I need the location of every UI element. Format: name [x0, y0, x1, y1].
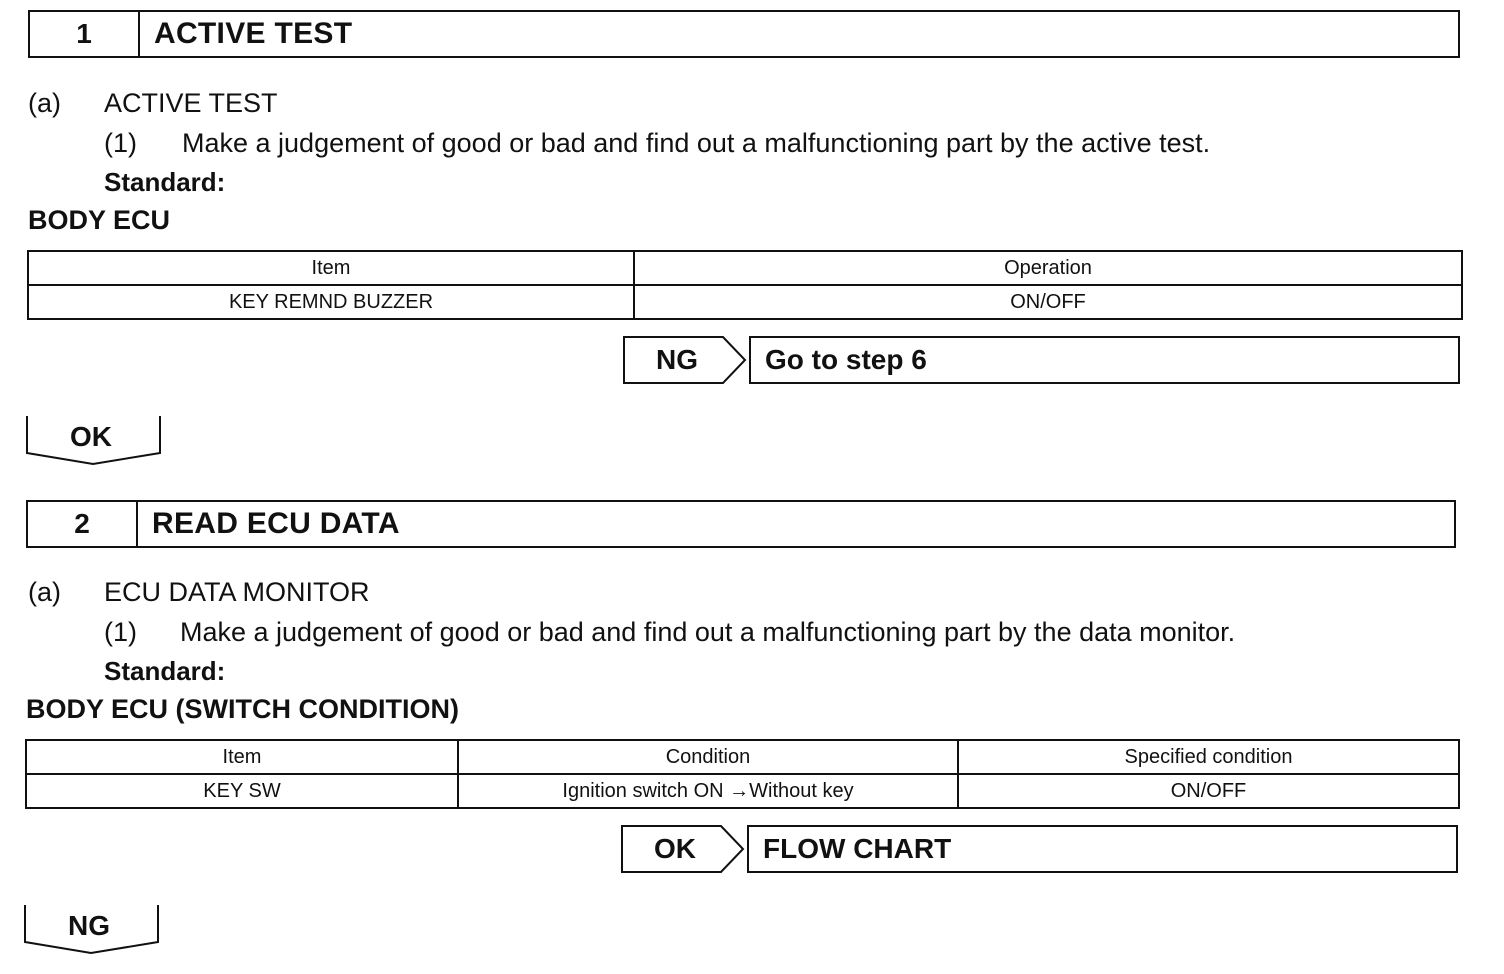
header-cell: Condition: [458, 740, 958, 774]
instruction-number: (1): [104, 617, 137, 647]
instruction-line: [104, 128, 1210, 159]
step-number: 1: [30, 12, 140, 56]
table-row: [28, 285, 1462, 319]
ok-continue-tab: [26, 415, 162, 467]
table-cell: KEY SW: [26, 774, 458, 808]
branch-target-box: Go to step 6: [749, 336, 1460, 384]
step-title: ACTIVE TEST: [154, 17, 353, 50]
continue-label: NG: [68, 910, 110, 941]
step-1-header: [28, 10, 1460, 58]
table-title: BODY ECU (SWITCH CONDITION): [26, 694, 459, 724]
step-2-header: [26, 500, 1456, 548]
spec-table: [27, 250, 1463, 320]
standard-label: Standard:: [104, 167, 226, 197]
header-cell: Item: [28, 251, 634, 285]
table-cell: Ignition switch ON →Without key: [458, 774, 958, 808]
instruction-number: (1): [104, 128, 137, 158]
continue-label: OK: [70, 421, 112, 452]
branch-label: OK: [654, 833, 696, 864]
table-cell: KEY REMND BUZZER: [28, 285, 634, 319]
table-row: [26, 774, 1459, 808]
table-header-row: [28, 251, 1462, 285]
sub-step-letter: (a): [28, 577, 61, 607]
header-cell: Operation: [634, 251, 1462, 285]
branch-target-box: FLOW CHART: [747, 825, 1458, 873]
ng-branch-arrow: [623, 336, 747, 384]
instruction-text: Make a judgement of good or bad and find out a malfunctioning part by the active test.: [182, 128, 1211, 158]
header-cell: Item: [26, 740, 458, 774]
instruction-text: Make a judgement of good or bad and find out a malfunctioning part by the data monitor.: [180, 617, 1236, 647]
branch-label: NG: [656, 344, 698, 375]
table-header-row: [26, 740, 1459, 774]
step-title: READ ECU DATA: [152, 507, 400, 540]
sub-step-letter: (a): [28, 88, 61, 118]
ng-continue-tab: [24, 904, 160, 956]
table-cell: ON/OFF: [958, 774, 1459, 808]
step-number: 2: [28, 502, 138, 546]
instruction-line: [104, 617, 1235, 648]
table-title: BODY ECU: [28, 205, 171, 235]
table-cell: ON/OFF: [634, 285, 1462, 319]
spec-table: [25, 739, 1460, 809]
sub-step-title: ACTIVE TEST: [104, 88, 278, 118]
ok-branch-arrow: [621, 825, 745, 873]
sub-step-title: ECU DATA MONITOR: [104, 577, 370, 607]
standard-label: Standard:: [104, 656, 226, 686]
header-cell: Specified condition: [958, 740, 1459, 774]
